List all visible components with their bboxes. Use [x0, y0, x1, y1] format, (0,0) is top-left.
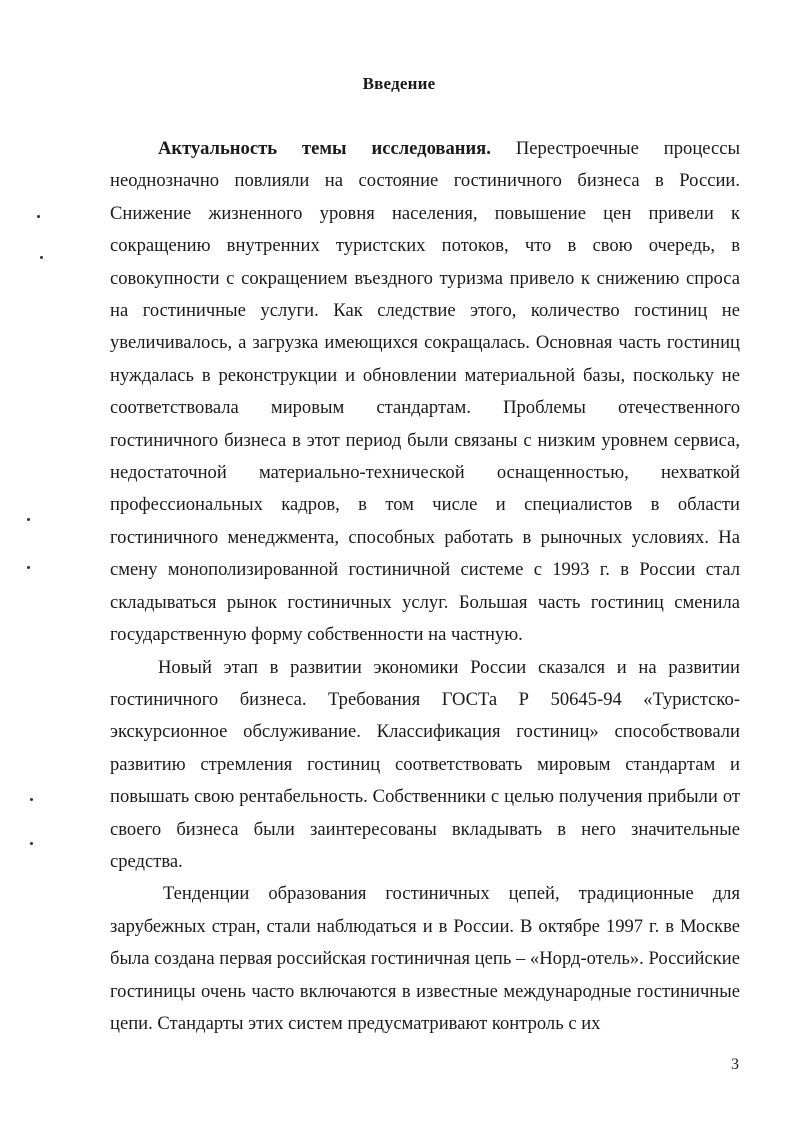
scan-speck — [37, 215, 40, 218]
paragraph-relevance — [110, 133, 740, 652]
scan-speck — [30, 798, 33, 801]
paragraph-text: Перестроечные процессы неоднозначно повлияли на состояние гостиничного бизнеса в России. Снижение жизненного уровня населения, повышение цен привели к сокращению внутренних туристских потоков, что в свою очередь, в совокупности с сокращением въездного туризма привело к снижению спроса на гостиничные услуги. Как следствие этого, количество гостиниц не увеличивалось, а загрузка имеющихся сокращалась. Основная часть гостиниц нуждалась в реконструкции и обновлении материальной базы, поскольку не соответствовала мировым стандартам. Проблемы отечественного гостиничного бизнеса в этот период были связаны с низким уровнем сервиса, недостаточной материально-технической оснащенностью, нехваткой профессиональных кадров, в том числе и специалистов в области гостиничного менеджмента, способных работать в рыночных условиях. На смену монополизированной гостиничной системе с 1993 г. в России стал складываться рынок гостиничных услуг. Большая часть гостиниц сменила государственную форму собственности на частную. — [110, 138, 740, 646]
page-title: Введение — [362, 74, 436, 93]
page-number: 3 — [731, 1056, 739, 1073]
paragraph-hotel-chains: Тенденции образования гостиничных цепей, традиционные для зарубежных стран, стали наблюдаться и в России. В октябре 1997 г. в Москве была создана первая российская гостиничная цепь – «Норд-отель». Российские гостиницы очень часто включаются в известные международные гостиничные цепи. Стандарты этих систем предусматривают контроль с их — [110, 883, 740, 1034]
scan-speck — [27, 518, 30, 521]
scan-speck — [40, 256, 43, 259]
scan-speck — [27, 566, 30, 569]
paragraph-lead-heading: Актуальность темы исследования. — [158, 138, 491, 159]
paragraph-new-stage: Новый этап в развитии экономики России сказался и на развитии гостиничного бизнеса. Требования ГОСТа Р 50645-94 «Туристско-экскурсионное обслуживание. Классификация гостиниц» способствовали развитию стремления гостиниц соответствовать мировым стандартам и повышать свою рентабельность. Собственники с целью получения прибыли от своего бизнеса были заинтересованы вкладывать в него значительные средства. — [110, 656, 740, 872]
body-text — [110, 133, 740, 1040]
scan-speck — [30, 842, 33, 845]
